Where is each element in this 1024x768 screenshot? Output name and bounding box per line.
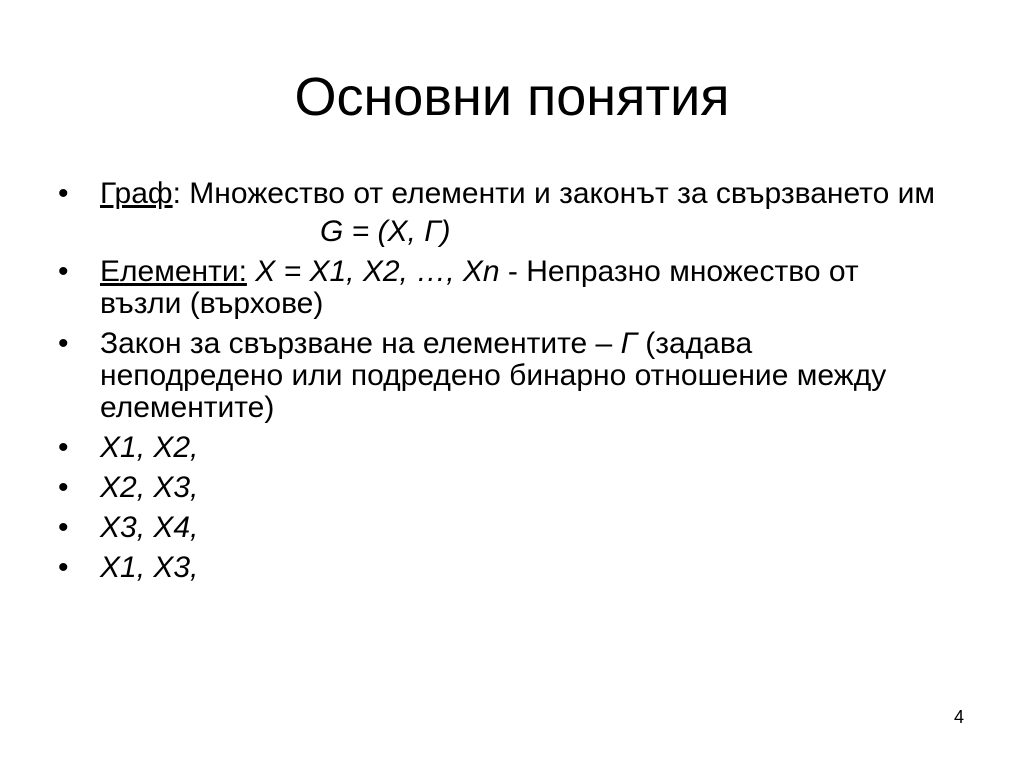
law-symbol: Г bbox=[620, 327, 637, 360]
term-elements: Елементи: bbox=[100, 255, 247, 288]
slide-number: 4 bbox=[953, 707, 964, 727]
bullet-pair bbox=[0, 552, 940, 584]
graph-definition-text: : Множество от елементи и законът за свързването им bbox=[172, 177, 935, 210]
bullet-elements bbox=[0, 256, 940, 320]
pair-text: X3, X4, bbox=[100, 511, 199, 544]
bullet-graph-definition bbox=[0, 178, 940, 248]
bullet-marker: • bbox=[58, 327, 69, 360]
bullet-marker: • bbox=[58, 431, 69, 464]
bullet-marker: • bbox=[58, 255, 69, 288]
bullet-pair bbox=[0, 472, 940, 504]
law-text-end: (задава неподредено или подредено бинарно отношение между елементите) bbox=[100, 327, 887, 424]
graph-formula: G = (X, Г) bbox=[320, 215, 451, 248]
elements-formula: X = X1, X2, …, Xn bbox=[255, 255, 500, 288]
pair-text: X1, X2, bbox=[100, 431, 199, 464]
bullet-marker: • bbox=[58, 551, 69, 584]
pair-text: X2, X3, bbox=[100, 471, 199, 504]
bullet-marker: • bbox=[58, 511, 69, 544]
bullet-pair bbox=[0, 512, 940, 544]
term-spacer bbox=[247, 255, 255, 288]
elements-description: - Непразно множество от възли (върхове) bbox=[100, 255, 859, 320]
bullet-pair bbox=[0, 432, 940, 464]
law-text-start: Закон за свързване на елементите – bbox=[100, 327, 621, 360]
pair-text: X1, X3, bbox=[100, 551, 199, 584]
term-graph: Граф bbox=[100, 177, 173, 210]
bullet-connection-law bbox=[0, 328, 940, 424]
bullet-marker: • bbox=[58, 471, 69, 504]
slide-title: Основни понятия bbox=[294, 67, 730, 127]
bullet-marker: • bbox=[58, 177, 69, 210]
bullet-list bbox=[0, 178, 1024, 592]
